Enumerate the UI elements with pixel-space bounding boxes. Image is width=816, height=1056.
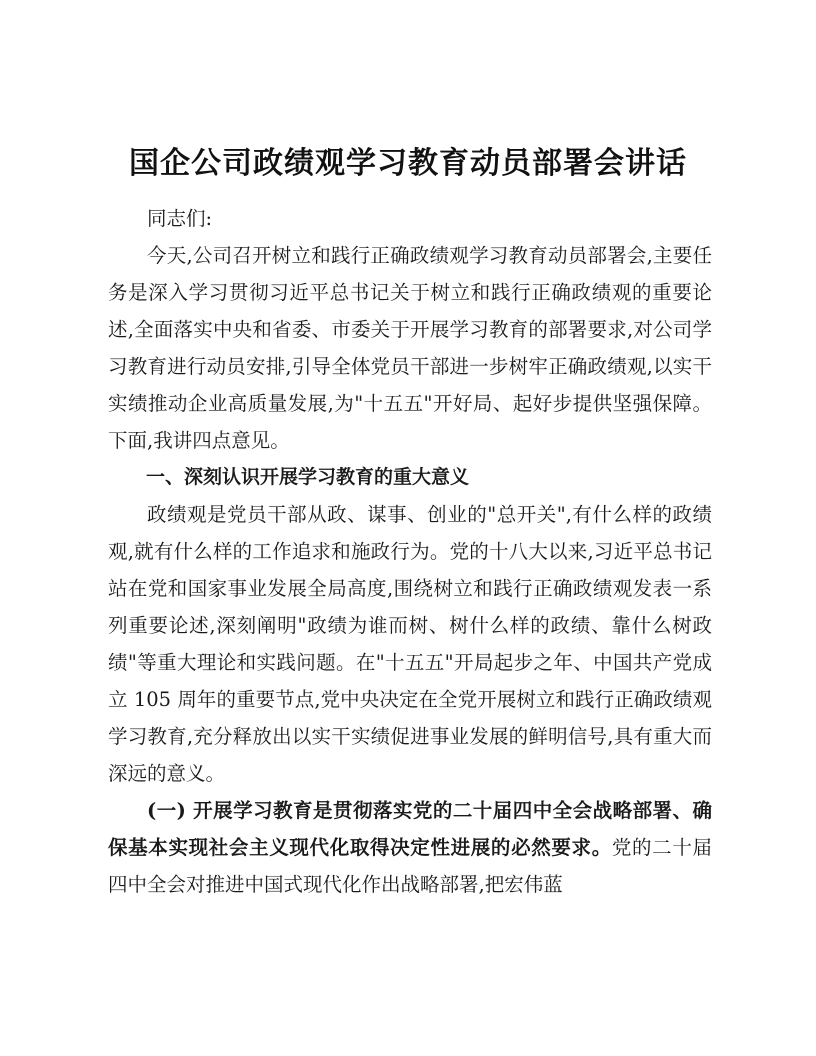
salutation: 同志们: xyxy=(147,207,213,230)
paragraph-significance: 政绩观是党员干部从政、谋事、创业的"总开关",有什么样的政绩观,就有什么样的工作追求和施政行为。党的十八大以来,习近平总书记站在党和国家事业发展全局高度,围绕树立和践行正确政绩观发表一系列重要论述,深刻阐明"政绩为谁而树、树什么样的政绩、靠什么树政绩"等重大理论和实践问题。在"十五五"开局起步之年、中国共产党成立 105 周年的重要节点,党中央决定在全党开展树立和践行正确政绩观学习教育,充分释放出以实干实绩促进事业发展的鲜明信号,具有重大而深远的意义。 xyxy=(108,503,712,785)
subsection-heading-1 xyxy=(108,792,712,903)
paragraph-intro: 今天,公司召开树立和践行正确政绩观学习教育动员部署会,主要任务是深入学习贯彻习近平总书记关于树立和践行正确政绩观的重要论述,全面落实中央和省委、市委关于开展学习教育的部署要求,对公司学习教育进行动员安排,引导全体党员干部进一步树牢正确政绩观,以实干实绩推动企业高质量发展,为"十五五"开好局、起好步提供坚强保障。下面,我讲四点意见。 xyxy=(108,244,712,452)
section-heading-1: 一、深刻认识开展学习教育的重大意义 xyxy=(146,466,470,488)
document-title: 国企公司政绩观学习教育动员部署会讲话 xyxy=(129,146,687,181)
paragraph-fourth-plenum: 党的二十届四中全会对推进中国式现代化作出战略部署,把宏伟蓝 xyxy=(108,836,712,896)
document-body xyxy=(108,200,712,903)
subsection-heading-1-text: (一) 开展学习教育是贯彻落实党的二十届四中全会战略部署、确保基本实现社会主义现代化取得决定性进展的必然要求。 xyxy=(108,799,712,859)
